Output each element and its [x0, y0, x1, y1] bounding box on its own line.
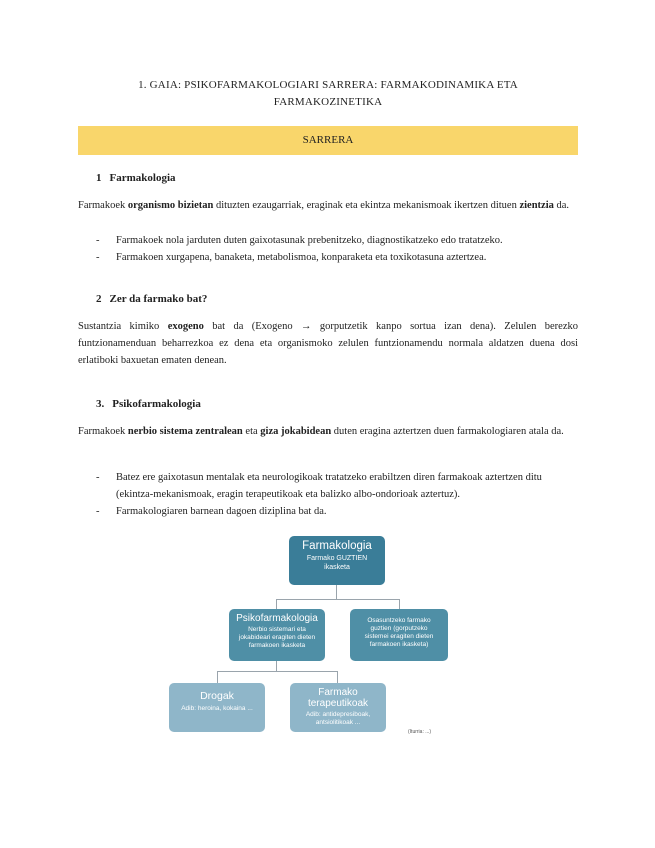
node-subtitle: Adib: heroina, kokaina ...	[181, 705, 253, 712]
list-item: - Farmakoek nola jarduten duten gaixotasunak prebenitzeko, diagnostikatzeko edo tratatzeko.	[96, 232, 578, 249]
connector-line	[337, 671, 338, 683]
section-3-number: 3.	[96, 398, 105, 410]
section-3-title: Psikofarmakologia	[112, 398, 201, 410]
connector-line	[276, 599, 400, 600]
node-title: Psikofarmakologia	[236, 613, 318, 624]
section-1-paragraph	[78, 197, 578, 214]
node-subtitle: Osasuntzeko farmako guztien (gorputzeko sistemei eragiten dieten farmakoen ikasketa)	[364, 617, 434, 648]
node-drogak	[169, 683, 265, 732]
bold-term: nerbio sistema zentralean	[127, 426, 243, 437]
text-run: dituzten ezaugarriak, eraginak eta ekintza mekanismoak ikertzen dituen	[213, 200, 520, 211]
title-line-1: 1. GAIA: PSIKOFARMAKOLOGIARI SARRERA: FARMAKODINAMIKA ETA	[138, 79, 518, 91]
node-title: Farmakologia	[302, 540, 372, 552]
node-subtitle: Nerbio sistemari eta jokabideari eragiten dieten farmakoen ikasketa	[238, 626, 316, 649]
section-2-paragraph	[78, 318, 578, 369]
text-run: Sustantzia kimiko	[78, 321, 168, 332]
section-1-title: Farmakologia	[109, 172, 176, 184]
node-title: Drogak	[200, 690, 234, 702]
diagram-source: (Iturria: ...)	[408, 729, 432, 735]
node-farmako-terapeutikoak	[290, 683, 386, 732]
text-run: da.	[553, 200, 570, 211]
list-item: - Farmakoen xurgapena, banaketa, metabolismoa, konparaketa eta toxikotasuna aztertzea.	[96, 249, 578, 266]
section-2-title: Zer da farmako bat?	[109, 293, 208, 305]
text-run: Farmakoek	[78, 200, 128, 211]
list-item-text: Farmakoen xurgapena, banaketa, metabolismoa, konparaketa eta toxikotasuna aztertzea.	[116, 252, 487, 263]
section-3-paragraph	[78, 423, 578, 440]
connector-line	[217, 671, 337, 672]
node-subtitle: Adib: antidepresiboak, antsiolitikoak ...	[305, 711, 371, 726]
bold-term: zientzia	[519, 200, 554, 211]
node-osasun-farmakoak	[350, 609, 448, 661]
section-banner: SARRERA	[78, 126, 578, 155]
list-item-text: Batez ere gaixotasun mentalak eta neurologikoak tratatzeko erabiltzen diren farmakoak aztertzen ditu (ekintza-mekanismoak, eragin terapeutikoak eta balizko albo-ondorioak aztertuz).	[116, 472, 542, 500]
list-item-text: Farmakoek nola jarduten duten gaixotasunak prebenitzeko, diagnostikatzeko edo tratatzeko.	[116, 235, 503, 246]
connector-line	[276, 661, 277, 671]
title-line-2: FARMAKOZINETIKA	[273, 96, 383, 108]
connector-line	[399, 599, 400, 609]
node-farmakologia	[289, 536, 385, 585]
connector-line	[276, 599, 277, 609]
list-item: - Farmakologiaren barnean dagoen diziplina bat da.	[96, 503, 578, 520]
list-item-text: Farmakologiaren barnean dagoen diziplina bat da.	[116, 506, 327, 517]
node-psikofarmakologia	[229, 609, 325, 661]
section-3-heading	[96, 398, 201, 410]
section-2-number: 2	[96, 293, 102, 305]
bold-term: exogeno	[167, 321, 204, 332]
section-1-number: 1	[96, 172, 102, 184]
bold-term: organismo bizietan	[127, 200, 214, 211]
node-subtitle: Farmako GUZTIEN ikasketa	[306, 555, 368, 571]
section-1-heading	[96, 172, 176, 184]
connector-line	[336, 585, 337, 599]
text-run: eta	[242, 426, 261, 437]
text-run: duten eragina aztertzen duen farmakologiaren atala da.	[331, 426, 564, 437]
text-run: bat da (Exogeno → gorputzetik kanpo sortua izan dena). Zelulen berezko funtzionamenduan beharrezkoa ez dena eta organismoko zelulen funtzionamendu normala aldatzen duena dosi erlatiboki baxuetan ematen denean.	[78, 321, 578, 366]
document-title	[78, 77, 578, 111]
connector-line	[217, 671, 218, 683]
node-title: Farmako terapeutikoak	[307, 687, 369, 709]
list-item: - Batez ere gaixotasun mentalak eta neurologikoak tratatzeko erabiltzen diren farmakoak aztertzen ditu (ekintza-mekanismoak, eragin terapeutikoak eta balizko albo-ondorioak aztertuz).	[96, 469, 578, 503]
section-2-heading	[96, 293, 207, 305]
text-run: Farmakoek	[78, 426, 128, 437]
bold-term: giza jokabidean	[260, 426, 332, 437]
